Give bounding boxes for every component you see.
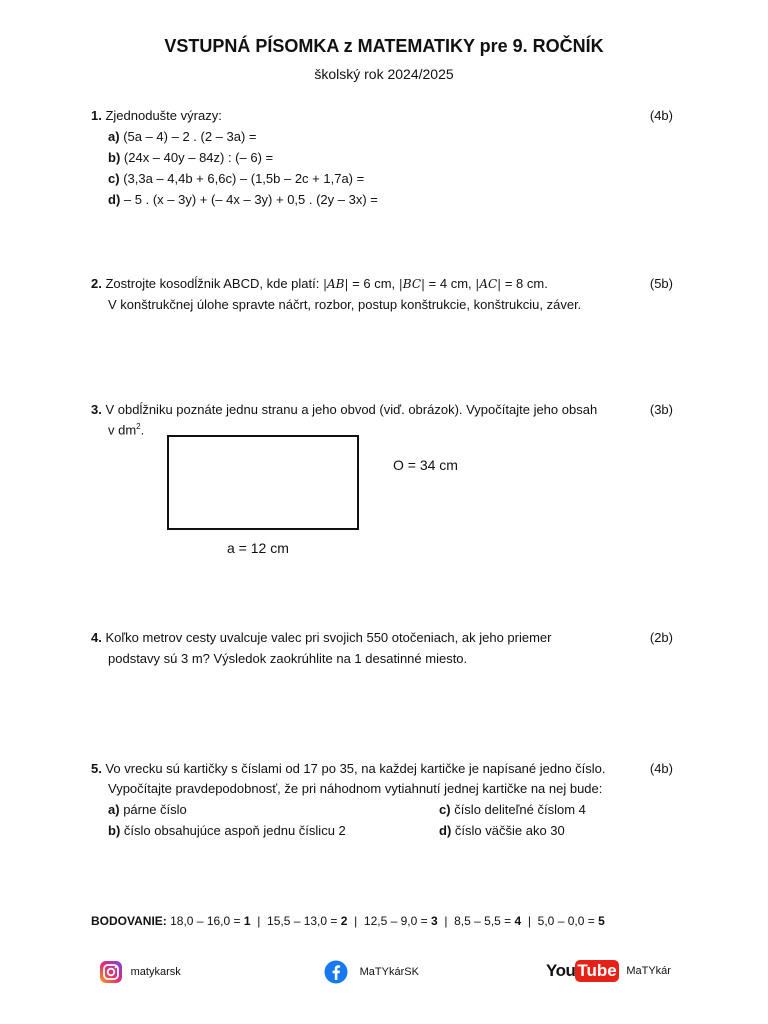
subtask-text: číslo väčšie ako 30 [454, 823, 565, 838]
question-number: 5. [91, 761, 102, 776]
document-title: VSTUPNÁ PÍSOMKA z MATEMATIKY pre 9. ROČNÍK [164, 36, 604, 56]
subtask-label: d) [439, 823, 452, 838]
instagram-link[interactable] [99, 960, 181, 988]
rectangle-figure [167, 435, 359, 530]
question-text: Vo vrecku sú kartičky s číslami od 17 po 35, na každej kartičke je napísané jedno číslo. [105, 761, 606, 776]
separator: | [257, 914, 261, 928]
segment-ab: |AB| [322, 277, 349, 291]
question-number: 3. [91, 402, 102, 417]
perimeter-label: O = 34 cm [393, 457, 458, 473]
subtask [439, 823, 565, 838]
subtask-label: d) [108, 192, 121, 207]
points: (3b) [649, 402, 673, 417]
sentence-end: . [140, 422, 145, 438]
subtask [108, 192, 378, 207]
question-number: 1. [91, 108, 102, 123]
question-number: 4. [91, 630, 102, 645]
instagram-icon [99, 960, 123, 984]
grading-range: 5,0 – 0,0 = [537, 914, 599, 928]
grading-range: 8,5 – 5,5 = [454, 914, 515, 928]
points: (4b) [649, 761, 673, 776]
subtask [108, 802, 187, 817]
school-year: školský rok 2024/2025 [314, 66, 454, 82]
subtask [108, 150, 273, 165]
subtask-text: číslo obsahujúce aspoň jednu číslicu 2 [123, 823, 346, 838]
youtube-logo-tube: Tube [577, 961, 617, 980]
grading-range: 12,5 – 9,0 = [363, 914, 431, 928]
question-text-line2: podstavy sú 3 m? Výsledok zaokrúhlite na 1 desatinné miesto. [108, 651, 468, 666]
youtube-logo [546, 960, 619, 982]
youtube-link[interactable] [546, 960, 671, 988]
points: (5b) [649, 276, 673, 291]
grading-label: BODOVANIE: [91, 914, 167, 928]
subtask [108, 171, 364, 186]
subtask [439, 802, 586, 817]
subtask [108, 823, 346, 838]
subtask-text: (5a – 4) – 2 . (2 – 3a) = [123, 129, 257, 144]
question-text-line2: V konštrukčnej úlohe spravte náčrt, rozbor, postup konštrukcie, konštrukciu, záver. [108, 297, 582, 312]
subtask-label: a) [108, 129, 120, 144]
grade: 3 [430, 914, 438, 928]
subtask-label: b) [108, 150, 121, 165]
instagram-handle: matykarsk [130, 966, 181, 978]
separator: | [444, 914, 448, 928]
subtask [108, 129, 257, 144]
unit-exponent: 2 [136, 422, 141, 431]
subtask-label: a) [108, 802, 120, 817]
facebook-icon [324, 960, 348, 984]
grading-range: 18,0 – 16,0 = [170, 914, 244, 928]
segment-ab-value: = 6 cm, [348, 276, 399, 291]
youtube-handle: MaTYkár [626, 965, 671, 977]
grade: 2 [340, 914, 348, 928]
question-text: V obdĺžniku poznáte jednu stranu a jeho obvod (viď. obrázok). Vypočítajte jeho obsah [105, 402, 598, 417]
subtask-label: c) [439, 802, 451, 817]
separator: | [527, 914, 531, 928]
subtask-label: b) [108, 823, 121, 838]
segment-bc: |BC| [398, 277, 426, 291]
facebook-handle: MaTYkárSK [359, 966, 419, 978]
facebook-link[interactable] [324, 960, 419, 988]
grading-range: 15,5 – 13,0 = [267, 914, 341, 928]
grade: 5 [598, 914, 605, 928]
question-text: Zjednodušte výrazy: [105, 108, 222, 123]
side-label: a = 12 cm [227, 540, 289, 556]
subtask-text: – 5 . (x – 3y) + (– 4x – 3y) + 0,5 . (2y – 3x) = [123, 192, 378, 207]
points: (4b) [649, 108, 673, 123]
subtask-text: (3,3a – 4,4b + 6,6c) – (1,5b – 2c + 1,7a) = [123, 171, 365, 186]
separator: | [354, 914, 358, 928]
subtask-label: c) [108, 171, 120, 186]
question-text-line2: Vypočítajte pravdepodobnosť, že pri náhodnom vytiahnutí jednej kartičke na nej bude: [108, 781, 603, 796]
question-number: 2. [91, 276, 102, 291]
subtask-text: párne číslo [123, 802, 187, 817]
unit-text: v dm [108, 422, 137, 438]
question-text-line2 [108, 422, 144, 437]
question-text: Koľko metrov cesty uvalcuje valec pri svojich 550 otočeniach, ak jeho priemer [105, 630, 552, 645]
youtube-logo-you: You [546, 961, 576, 980]
points: (2b) [649, 630, 673, 645]
question-text: Zostrojte kosodĺžnik ABCD, kde platí: [105, 276, 323, 291]
segment-bc-value: = 4 cm, [425, 276, 476, 291]
segment-ac: |AC| [475, 277, 502, 291]
subtask-text: (24x – 40y – 84z) : (– 6) = [123, 150, 274, 165]
grade: 4 [514, 914, 522, 928]
grade: 1 [243, 914, 251, 928]
grading-scale [91, 914, 605, 928]
segment-ac-value: = 8 cm. [501, 276, 548, 291]
subtask-text: číslo deliteľné číslom 4 [454, 802, 586, 817]
